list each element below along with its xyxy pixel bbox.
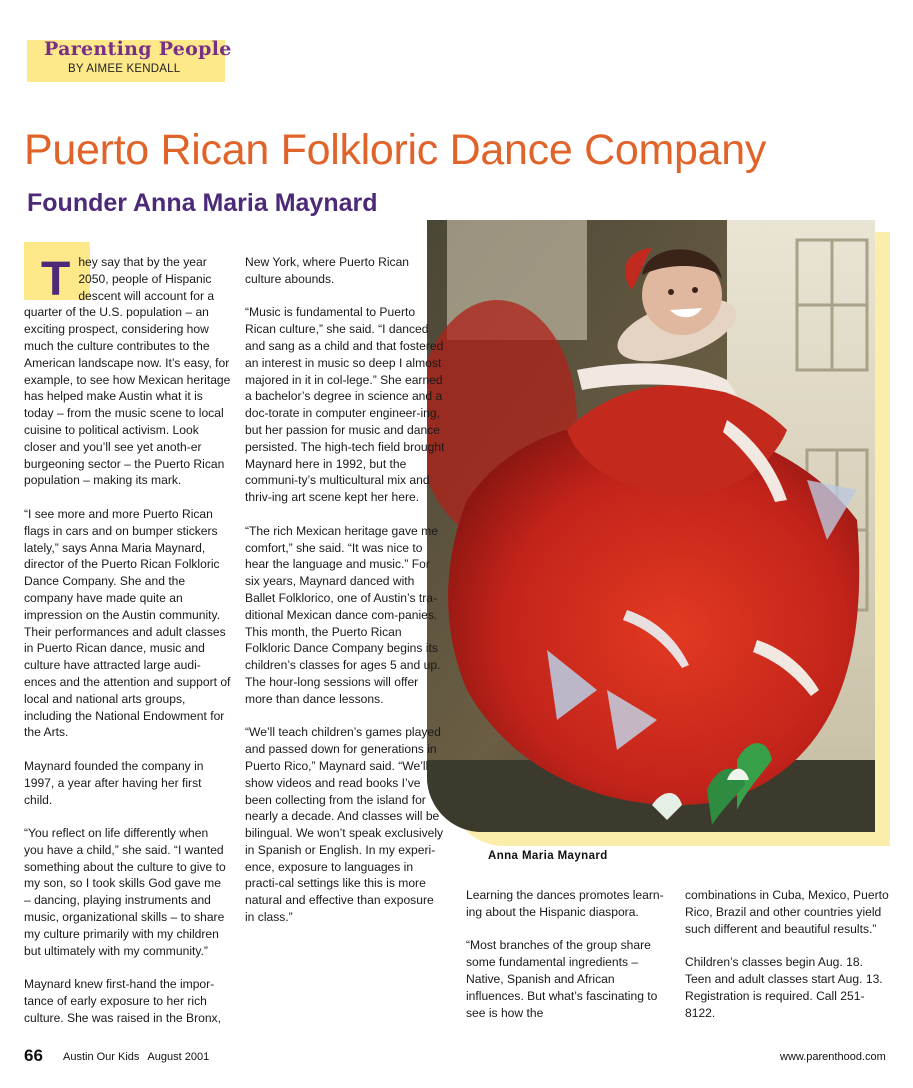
section-name: Parenting People	[44, 38, 232, 60]
issue-date: August 2001	[147, 1051, 210, 1063]
paragraph: “We’ll teach children’s games played and passed down for generations in Puerto Rico,” Maynard said. “We’ll show videos and read books I’ve been collecting from the island for nearly a decade. And classes will be bilingual. We won’t speak exclusively in Spanish or English. In my experi-ence, exposure to languages in practi-cal settings like this is more natural and effective than exposure in class.”	[245, 725, 444, 925]
byline: BY AIMEE KENDALL	[68, 63, 181, 75]
article-subtitle: Founder Anna Maria Maynard	[27, 189, 378, 217]
website-link[interactable]: www.parenthood.com	[780, 1051, 886, 1063]
dancer-photo	[427, 220, 875, 832]
paragraph: Maynard knew first-hand the impor-tance of early exposure to her rich culture. She was raised in the Bronx,	[24, 977, 221, 1025]
paragraph: “I see more and more Puerto Rican flags in cars and on bumper stickers lately,” says Anna Maria Maynard, director of the Puerto Rican Folkloric Dance Company. She and the company have made quite an impression on the Austin community. Their performances and adult classes in Puerto Rican dance, music and culture have attracted large audi-ences and the attention and support of local and national arts groups, including the National Endowment for the Arts.	[24, 506, 231, 740]
page-number: 66	[24, 1046, 43, 1065]
dancer-illustration	[427, 220, 875, 832]
photo-caption: Anna Maria Maynard	[488, 850, 608, 862]
paragraph: Learning the dances promotes learn-ing about the Hispanic diaspora.	[466, 888, 664, 919]
article-column-2	[245, 254, 445, 926]
article-title: Puerto Rican Folkloric Dance Company	[24, 126, 767, 174]
publication-info	[63, 1051, 217, 1063]
paragraph: “Most branches of the group share some fundamental ingredients – Native, Spanish and African influences. But what’s fascinating to see is how the	[466, 938, 658, 1020]
paragraph: Children’s classes begin Aug. 18. Teen and adult classes start Aug. 13. Registration is required. Call 251-8122.	[685, 955, 883, 1020]
article-column-3	[466, 887, 671, 1021]
article-column-1	[24, 254, 231, 1027]
paragraph: Maynard founded the company in 1997, a year after having her first child.	[24, 758, 204, 807]
paragraph: “You reflect on life differently when you have a child,” she said. “I wanted something about the culture to give to my son, so I took skills God gave me – dancing, playing instruments and music, organizational skills – to share my culture primarily with my children but ultimately with my community.”	[24, 826, 226, 958]
publication-name: Austin Our Kids	[63, 1051, 140, 1063]
drop-cap: T	[41, 253, 71, 306]
paragraph: “Music is fundamental to Puerto Rican culture,” she said. “I danced and sang as a child and that fostered an interest in music so deep I almost majored in it in col-lege.” She earned a bachelor’s degree in science and a doc-torate in computer engineer-ing, but her passion for music and dance persisted. The high-tech field brought Maynard here in 1992, but the communi-ty’s multicultural mix and thriv-ing art scene kept her here.	[245, 305, 445, 505]
paragraph: “The rich Mexican heritage gave me comfort,” she said. “It was nice to hear the language and music.” For six years, Maynard danced with Ballet Folklorico, one of Austin’s tra-ditional Mexican dance com-panies. This month, the Puerto Rican Folkloric Dance Company begins its children’s classes for ages 5 and up. The hour-long sessions will offer more than dance lessons.	[245, 523, 441, 706]
paragraph: combinations in Cuba, Mexico, Puerto Rico, Brazil and other countries yield such different and beautiful results.”	[685, 888, 889, 936]
paragraph: New York, where Puerto Rican culture abounds.	[245, 255, 410, 286]
paragraph: They say that by the year 2050, people of Hispanic descent will account for a quarter of the U.S. population – an exciting prospect, considering how much the culture contributes to the American landscape now. It’s easy, for example, to see how Mexican heritage has helped make Austin what it is today – from the music scene to local cuisine to political activism. Look closer and you’ll see yet anoth-er burgeoning sector – the Puerto Rican population – making its mark.	[24, 254, 231, 489]
article-column-4	[685, 887, 890, 1021]
